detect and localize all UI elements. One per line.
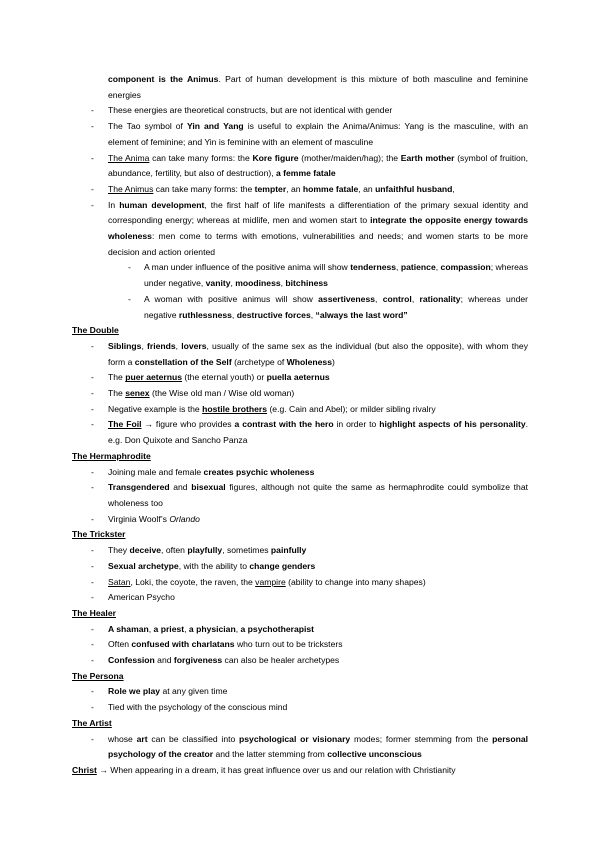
intro-continuation: component is the Animus. Part of human development is this mixture of both masculine and feminine energies — [108, 74, 529, 100]
double-list — [72, 339, 528, 449]
list-item: - Satan, Loki, the coyote, the raven, the vampire (ability to change into many shapes) — [72, 575, 528, 591]
section-heading-hermaphrodite: The Hermaphrodite — [72, 450, 151, 461]
list-item: - whose art can be classified into psychological or visionary modes; former stemming from the personal psychology of the creator and the latter stemming from collective unconscious — [72, 732, 528, 763]
document-body — [72, 72, 528, 779]
list-item: - The Tao symbol of Yin and Yang is useful to explain the Anima/Animus: Yang is the masculine, with an element of feminine; and Yin is feminine with an element of masculine — [72, 119, 528, 150]
anima-list — [72, 103, 528, 323]
trickster-list — [72, 543, 528, 606]
list-item: - Sexual archetype, with the ability to change genders — [72, 559, 528, 575]
section-heading-healer: The Healer — [72, 607, 116, 618]
list-item: - Siblings, friends, lovers, usually of the same sex as the individual (but also the opposite), with whom they form a constellation of the Self (archetype of Wholeness) — [72, 339, 528, 370]
section-heading-artist: The Artist — [72, 717, 112, 728]
sub-list-item: - A woman with positive animus will show assertiveness, control, rationality; whereas under negative ruthlessness, destructive forces, “always the last word” — [72, 292, 528, 323]
healer-list — [72, 622, 528, 669]
list-item: - The Animus can take many forms: the tempter, an homme fatale, an unfaithful husband, — [72, 182, 528, 198]
list-item: - Transgendered and bisexual figures, although not quite the same as hermaphrodite could symbolize that wholeness too — [72, 480, 528, 511]
list-item: - Negative example is the hostile brothers (e.g. Cain and Abel); or milder sibling rivalry — [72, 402, 528, 418]
list-item: - These energies are theoretical constructs, but are not identical with gender — [72, 103, 528, 119]
list-item: - Role we play at any given time — [72, 684, 528, 700]
list-item: - The puer aeternus (the eternal youth) or puella aeternus — [72, 370, 528, 386]
list-item: - Confession and forgiveness can also be healer archetypes — [72, 653, 528, 669]
hermaphrodite-list — [72, 465, 528, 528]
list-item: - A shaman, a priest, a physician, a psychotherapist — [72, 622, 528, 638]
list-item: - In human development, the first half of life manifests a differentiation of the primary sexual identity and corresponding energy; whereas at midlife, men and women start to integrate the opposite energy towards wholeness: men come to terms with emotions, vulnerabilities and needs; and women starts to be more decision and action oriented — [72, 198, 528, 261]
section-heading-trickster: The Trickster — [72, 529, 126, 540]
list-item: - Often confused with charlatans who turn out to be tricksters — [72, 637, 528, 653]
sub-list-item: - A man under influence of the positive anima will show tenderness, patience, compassion; whereas under negative, vanity, moodiness, bitchiness — [72, 260, 528, 291]
list-item: - The senex (the Wise old man / Wise old woman) — [72, 386, 528, 402]
list-item: - Tied with the psychology of the conscious mind — [72, 700, 528, 716]
christ-paragraph: Christ → When appearing in a dream, it has great influence over us and our relation with Christianity — [72, 764, 456, 775]
persona-list — [72, 684, 528, 715]
list-item: - They deceive, often playfully, sometimes painfully — [72, 543, 528, 559]
list-item: - Virginia Woolf’s Orlando — [72, 512, 528, 528]
list-item: - The Foil → figure who provides a contrast with the hero in order to highlight aspects of his personality. e.g. Don Quixote and Sancho Panza — [72, 417, 528, 448]
section-heading-double: The Double — [72, 325, 119, 336]
list-item: - Joining male and female creates psychic wholeness — [72, 465, 528, 481]
list-item: - American Psycho — [72, 590, 528, 606]
section-heading-persona: The Persona — [72, 670, 124, 681]
list-item: - The Anima can take many forms: the Kore figure (mother/maiden/hag); the Earth mother (symbol of fruition, abundance, fertility, but also of destruction), a femme fatale — [72, 151, 528, 182]
artist-list — [72, 732, 528, 763]
